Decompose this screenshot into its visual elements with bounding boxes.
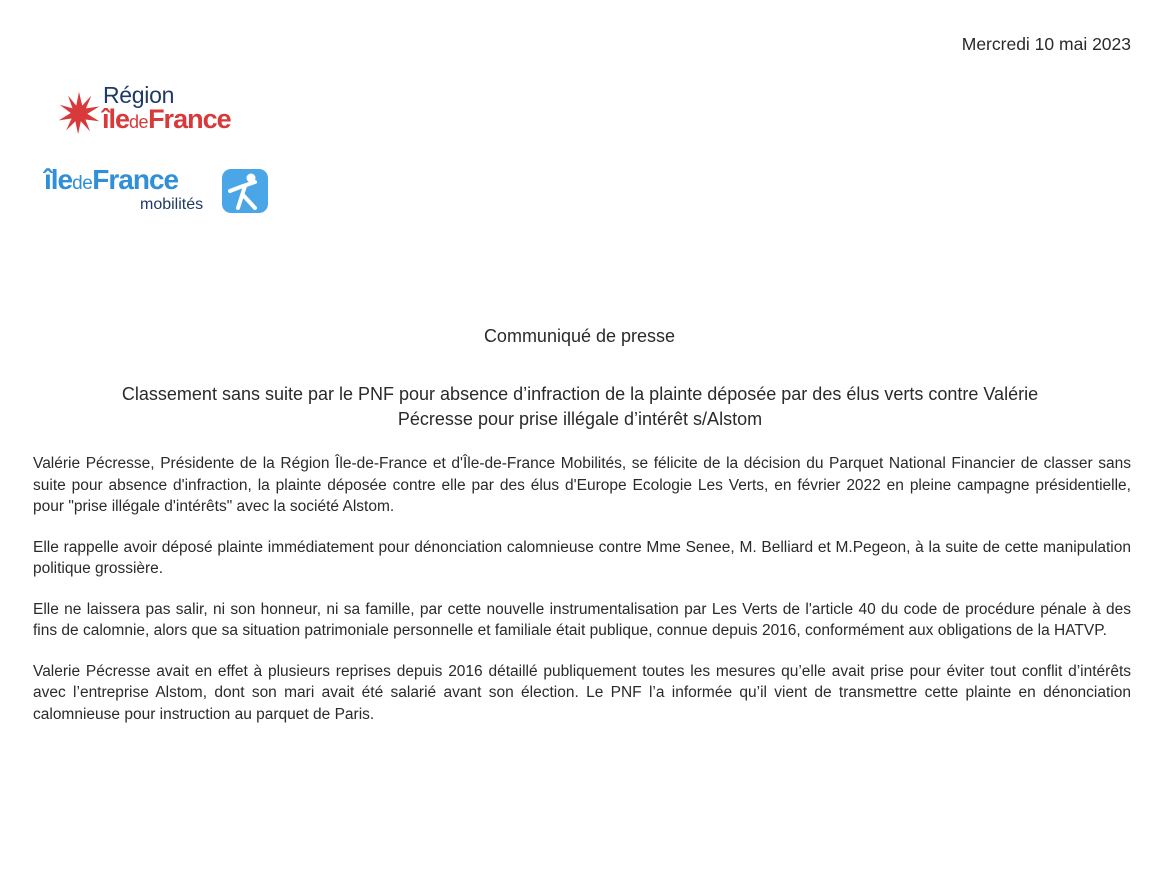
press-release-body	[33, 453, 1131, 744]
region-logo-france: France	[148, 104, 231, 134]
idfm-person-icon	[222, 169, 268, 213]
region-logo-line2	[102, 104, 231, 135]
region-logo-de: de	[129, 112, 149, 132]
press-release-label: Communiqué de presse	[483, 326, 676, 346]
idfm-logo-ile: île	[44, 164, 73, 195]
region-star-icon	[56, 90, 102, 136]
region-logo-ile: île	[102, 104, 130, 134]
press-release-headline: Classement sans suite par le PNF pour absence d’infraction de la plainte déposée par des élus verts contre Valérie Pécresse pour prise illégale d’intérêt s/Alstom	[121, 384, 1039, 429]
ile-de-france-mobilites-logo	[44, 164, 284, 224]
body-paragraph: Elle ne laissera pas salir, ni son honneur, ni sa famille, par cette nouvelle instrumentalisation par Les Verts de l'article 40 du code de procédure pénale à des fins de calomnie, alors que sa situation patrimoniale personnelle et familiale était publique, connue depuis 2016, conformément aux obligations de la HATVP.	[33, 600, 1131, 639]
idfm-logo-france: France	[92, 164, 179, 195]
idfm-logo-mobilites: mobilités	[140, 196, 204, 213]
body-paragraph: Valérie Pécresse, Présidente de la Région Île-de-France et d'Île-de-France Mobilités, se félicite de la décision du Parquet National Financier de classer sans suite pour absence d'infraction, la plainte déposée contre elle par des élus d'Europe Ecologie Les Verts, en février 2022 en pleine campagne présidentielle, pour "prise illégale d'intérêts" avec la société Alstom.	[33, 455, 1131, 515]
region-logo-line1: Région	[103, 82, 175, 108]
document-date: Mercredi 10 mai 2023	[961, 34, 1131, 54]
idfm-logo-de: de	[72, 173, 93, 194]
body-paragraph: Valerie Pécresse avait en effet à plusieurs reprises depuis 2016 détaillé publiquement toutes les mesures qu’elle avait prise pour éviter tout conflit d’intérêts avec l’entreprise Alstom, dont son mari avait été salarié avant son élection. Le PNF l’a informée qu’il vient de transmettre cette plainte en dénonciation calomnieuse pour instruction au parquet de Paris.	[33, 662, 1131, 723]
region-ile-de-france-logo	[56, 82, 286, 142]
body-paragraph: Elle rappelle avoir déposé plainte immédiatement pour dénonciation calomnieuse contre Mme Senee, M. Belliard et M.Pegeon, à la suite de cette manipulation politique grossière.	[33, 538, 1131, 577]
idfm-logo-name	[44, 164, 178, 196]
